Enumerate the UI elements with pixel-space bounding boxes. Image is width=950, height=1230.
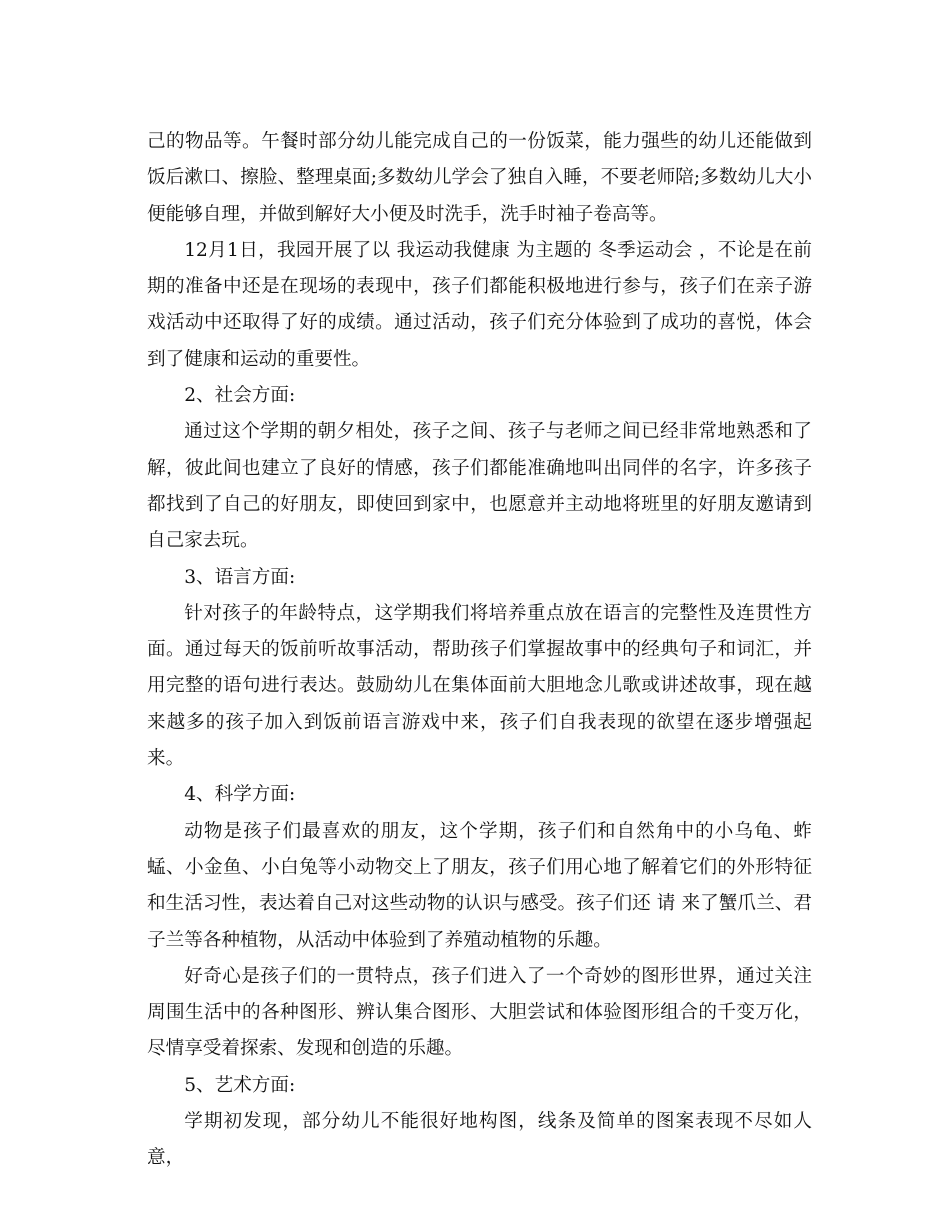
paragraph-science-animals: 动物是孩子们最喜欢的朋友，这个学期，孩子们和自然角中的小乌龟、蚱蜢、小金鱼、小白兔等小动物交上了朋友，孩子们用心地了解着它们的外形特征和生活习性，表达着自己对这些动物的认识与感受。孩子们还 请 来了蟹爪兰、君子兰等各种植物，从活动中体验到了养殖动植物的乐趣。: [147, 820, 812, 951]
paragraph-social: 通过这个学期的朝夕相处，孩子之间、孩子与老师之间已经非常地熟悉和了解，彼此间也建立了良好的情感，孩子们都能准确地叫出同伴的名字，许多孩子都找到了自己的好朋友，即使回到家中，也愿意并主动地将班里的好朋友邀请到自己家去玩。: [147, 421, 812, 552]
paragraph-self-care: 己的物品等。午餐时部分幼儿能完成自己的一份饭菜，能力强些的幼儿还能做到饭后漱口、擦脸、整理桌面;多数幼儿学会了独自入睡，不要老师陪;多数幼儿大小便能够自理，并做到解好大小便及时洗手，洗手时袖子卷高等。: [147, 131, 812, 225]
paragraph-sports-meet: 12月1日，我园开展了以 我运动我健康 为主题的 冬季运动会 ，不论是在前期的准备中还是在现场的表现中，孩子们都能积极地进行参与，孩子们在亲子游戏活动中还取得了好的成绩。通过活动，孩子们充分体验到了成功的喜悦，体会到了健康和运动的重要性。: [147, 239, 812, 370]
paragraph-art: 学期初发现，部分幼儿不能很好地构图，线条及简单的图案表现不尽如人意，: [147, 1111, 812, 1169]
section-heading-art: 5、艺术方面:: [184, 1074, 296, 1096]
document-body: [147, 124, 812, 1177]
paragraph-language: 针对孩子的年龄特点，这学期我们将培养重点放在语言的完整性及连贯性方面。通过每天的饭前听故事活动，帮助孩子们掌握故事中的经典句子和词汇，并用完整的语句进行表达。鼓励幼儿在集体面前大胆地念儿歌或讲述故事，现在越来越多的孩子加入到饭前语言游戏中来，孩子们自我表现的欲望在逐步增强起来。: [147, 602, 812, 770]
section-heading-social: 2、社会方面:: [184, 385, 296, 407]
section-heading-language: 3、语言方面:: [184, 566, 296, 588]
paragraph-science-shapes: 好奇心是孩子们的一贯特点，孩子们进入了一个奇妙的图形世界，通过关注周围生活中的各种图形、辨认集合图形、大胆尝试和体验图形组合的千变万化，尽情享受着探索、发现和创造的乐趣。: [147, 965, 812, 1060]
section-heading-science: 4、科学方面:: [184, 784, 296, 806]
